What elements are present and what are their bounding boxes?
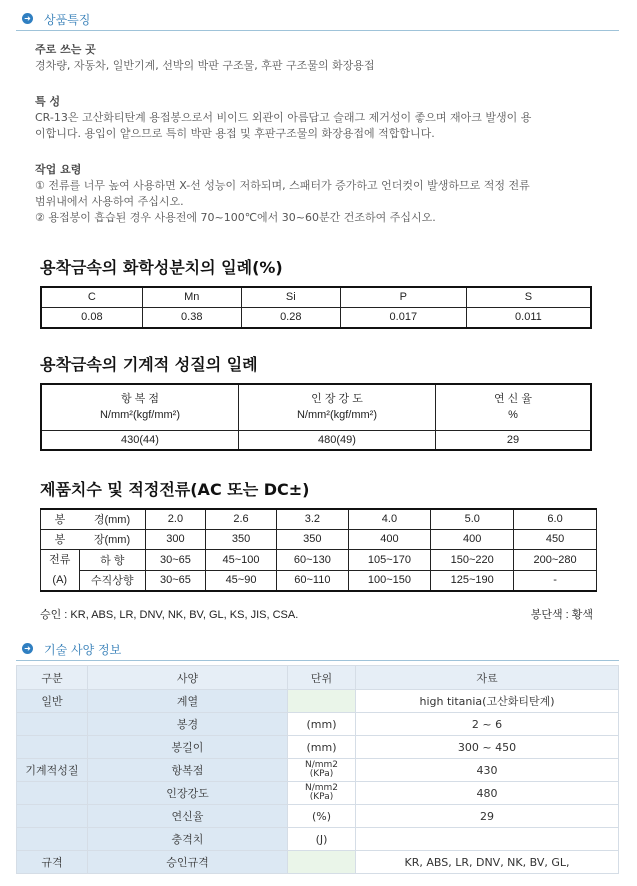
len-value: 300	[146, 529, 206, 549]
spec-value: KR, ABS, LR, DNV, NK, BV, GL,	[356, 851, 619, 874]
current-label-b: (A)	[52, 573, 68, 586]
chem-header: Mn	[142, 287, 241, 307]
mech-header-yield	[41, 384, 239, 430]
vertical-value: 100~150	[348, 570, 431, 591]
spec-item: 계열	[88, 690, 288, 713]
len-value: 400	[431, 529, 514, 549]
mech-value-yield: 430(44)	[41, 430, 239, 450]
flat-value: 30~65	[146, 549, 206, 570]
dia-value: 2.0	[146, 509, 206, 529]
arrow-circle-icon: ➜	[22, 643, 33, 654]
flat-value: 150~220	[431, 549, 514, 570]
spec-unit: (mm)	[288, 736, 356, 759]
chem-value: 0.28	[241, 307, 340, 328]
approval-text: 승인 : KR, ABS, LR, DNV, NK, BV, GL, KS, JIS, CSA.	[40, 609, 299, 621]
spec-header: 자료	[356, 666, 619, 690]
flat-label: 하 향	[79, 549, 146, 570]
spec-item: 항복점	[88, 759, 288, 782]
spec-header: 구분	[17, 666, 88, 690]
dia-label-b: 경(mm)	[79, 509, 146, 529]
mech-header-yield-unit: N/mm²(kgf/mm²)	[99, 409, 181, 422]
current-label-a: 전류	[49, 553, 71, 566]
spec-unit	[288, 851, 356, 874]
mech-header-tensile-label: 인 장 강 도	[311, 393, 363, 406]
flat-value: 105~170	[348, 549, 431, 570]
mech-header-tensile	[239, 384, 436, 430]
mech-header-yield-label: 항 복 점	[121, 393, 159, 406]
chem-header: S	[466, 287, 591, 307]
spec-unit: (%)	[288, 805, 356, 828]
mech-value-tensile: 480(49)	[239, 430, 436, 450]
dia-value: 5.0	[431, 509, 514, 529]
spec-value: 29	[356, 805, 619, 828]
spec-value: 430	[356, 759, 619, 782]
vertical-value: 30~65	[146, 570, 206, 591]
characteristics-text: CR-13은 고산화티탄계 용접봉으로서 비이드 외관이 아름답고 슬래그 제거성이 좋으며 재아크 발생이 용 이합니다. 용입이 얕으므로 특히 박판 용접 및 후판구조물의 화장용접에 적합합니다.	[35, 111, 532, 140]
mech-header-elongation-label: 연 신 율	[494, 393, 532, 406]
spec-table	[16, 665, 619, 874]
spec-group	[17, 736, 88, 759]
dia-value: 4.0	[348, 509, 431, 529]
size-table	[40, 508, 597, 592]
vertical-value: 125~190	[431, 570, 514, 591]
mech-header-tensile-unit: N/mm²(kgf/mm²)	[296, 409, 378, 422]
flat-value: 200~280	[514, 549, 597, 570]
section-header-product-features	[16, 10, 619, 31]
current-label	[41, 549, 80, 591]
dia-value: 3.2	[277, 509, 348, 529]
chem-value: 0.011	[466, 307, 591, 328]
len-value: 450	[514, 529, 597, 549]
spec-item: 연신율	[88, 805, 288, 828]
characteristics-block	[35, 94, 605, 142]
len-label-b: 장(mm)	[79, 529, 146, 549]
spec-item: 인장강도	[88, 782, 288, 805]
chem-header: P	[340, 287, 466, 307]
len-value: 400	[348, 529, 431, 549]
section-header-tech-spec	[16, 640, 619, 661]
spec-item: 봉길이	[88, 736, 288, 759]
spec-group: 규격	[17, 851, 88, 874]
flat-value: 45~100	[205, 549, 276, 570]
chem-title: 용착금속의 화학성분치의 일례(%)	[40, 258, 283, 277]
spec-group	[17, 828, 88, 851]
chem-table	[40, 286, 592, 329]
section-title: 상품특징	[44, 13, 91, 27]
vertical-value: 45~90	[205, 570, 276, 591]
usage-heading: 주로 쓰는 곳	[35, 43, 96, 56]
section-title: 기술 사양 정보	[44, 643, 122, 657]
spec-value: 300 ~ 450	[356, 736, 619, 759]
work-guide-text: ① 전류를 너무 높여 사용하면 X-선 성능이 저하되며, 스패터가 증가하고 언더컷이 발생하므로 적정 전류 범위내에서 사용하여 주십시오. ② 용접봉이 흡습된 경우 사용전에 70~100℃에서 30~60분간 건조하여 주십시오.	[35, 179, 530, 224]
spec-header: 단위	[288, 666, 356, 690]
len-value: 350	[205, 529, 276, 549]
spec-group	[17, 713, 88, 736]
len-value: 350	[277, 529, 348, 549]
dia-value: 2.6	[205, 509, 276, 529]
chem-value: 0.017	[340, 307, 466, 328]
spec-header: 사양	[88, 666, 288, 690]
mech-header-elongation	[436, 384, 592, 430]
spec-item: 충격치	[88, 828, 288, 851]
vertical-value: -	[514, 570, 597, 591]
spec-group: 기계적성질	[17, 759, 88, 782]
spec-item: 승인규격	[88, 851, 288, 874]
rod-color-text: 봉단색 : 황색	[530, 609, 593, 621]
spec-unit: (mm)	[288, 713, 356, 736]
work-guide-block	[35, 162, 605, 226]
spec-value	[356, 828, 619, 851]
dia-label-a: 봉	[41, 509, 80, 529]
work-guide-heading: 작업 요령	[35, 163, 82, 176]
spec-item: 봉경	[88, 713, 288, 736]
chem-value: 0.38	[142, 307, 241, 328]
spec-unit	[288, 690, 356, 713]
usage-block	[35, 42, 605, 74]
mech-header-elongation-unit: %	[508, 409, 518, 422]
spec-unit: (J)	[288, 828, 356, 851]
arrow-circle-icon: ➜	[22, 13, 33, 24]
chem-value: 0.08	[41, 307, 142, 328]
vertical-value: 60~110	[277, 570, 348, 591]
spec-value: 480	[356, 782, 619, 805]
mech-value-elongation: 29	[436, 430, 592, 450]
spec-unit: N/mm2 (KPa)	[288, 759, 356, 782]
chem-header: C	[41, 287, 142, 307]
spec-unit: N/mm2 (KPa)	[288, 782, 356, 805]
flat-value: 60~130	[277, 549, 348, 570]
chem-header: Si	[241, 287, 340, 307]
dia-value: 6.0	[514, 509, 597, 529]
spec-group	[17, 805, 88, 828]
size-title: 제품치수 및 적정전류(AC 또는 DC±)	[40, 480, 310, 499]
len-label-a: 봉	[41, 529, 80, 549]
spec-value: 2 ~ 6	[356, 713, 619, 736]
usage-text: 경차량, 자동차, 일반기계, 선박의 박판 구조물, 후판 구조물의 화장용접	[35, 59, 375, 72]
mech-table	[40, 383, 592, 451]
characteristics-heading: 특 성	[35, 95, 61, 108]
spec-value: high titania(고산화티탄계)	[356, 690, 619, 713]
spec-group	[17, 782, 88, 805]
mech-title: 용착금속의 기계적 성질의 일례	[40, 355, 258, 374]
vertical-label: 수직상향	[79, 570, 146, 591]
spec-group: 일반	[17, 690, 88, 713]
